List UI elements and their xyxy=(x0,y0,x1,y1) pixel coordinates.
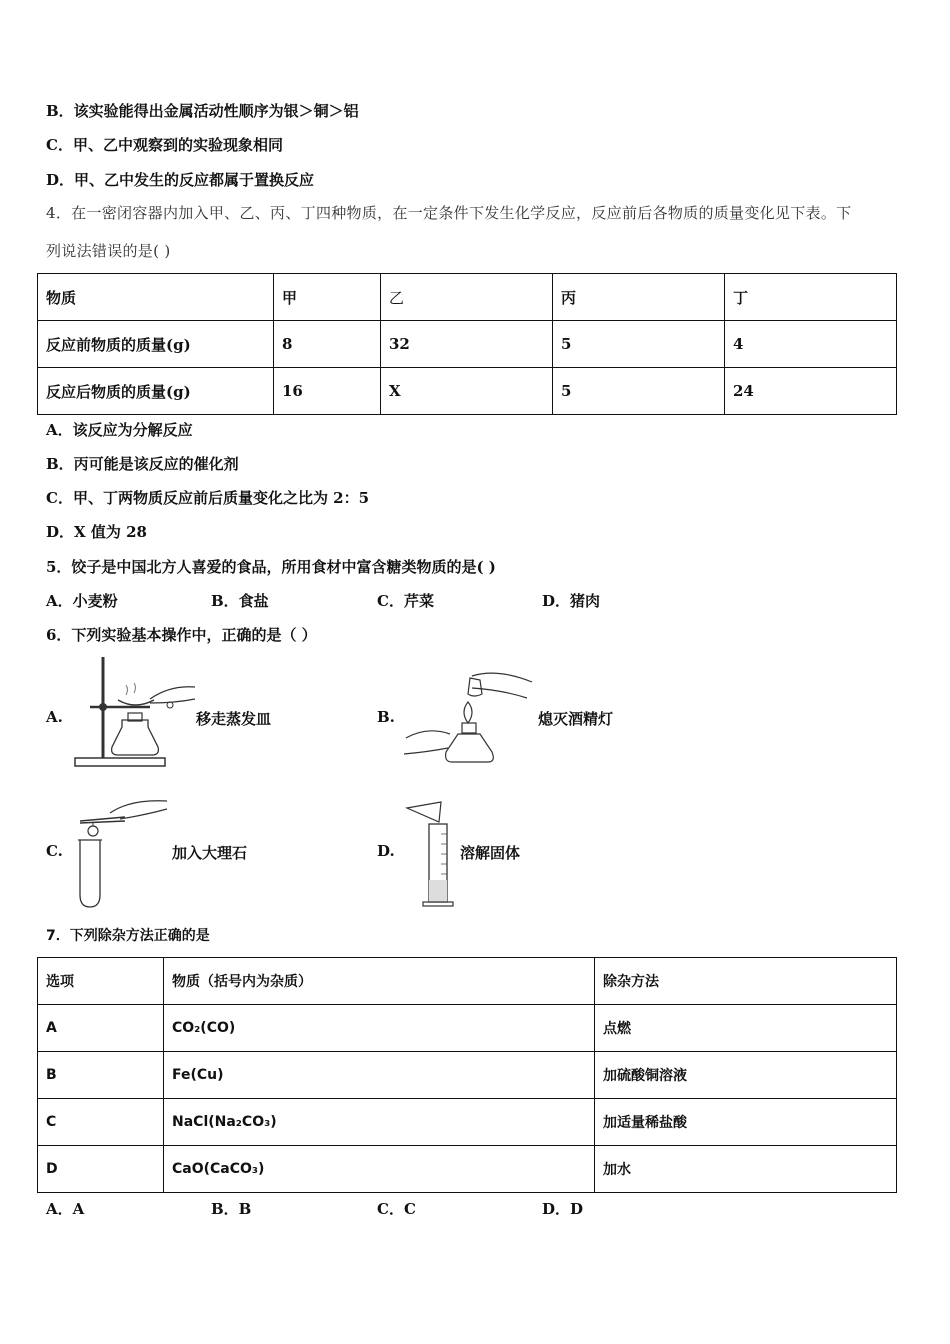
table-row xyxy=(38,321,897,368)
table-cell: 甲 xyxy=(274,274,381,321)
q5-option-c: C．芹菜 xyxy=(377,592,434,610)
q7-option-b: B．B xyxy=(211,1200,252,1218)
q7-option-d: D．D xyxy=(542,1200,584,1218)
q6-stem: 6．下列实验基本操作中，正确的是（ ） xyxy=(46,626,317,644)
table-cell: 物质（括号内为杂质） xyxy=(164,958,595,1005)
table-cell: X xyxy=(381,368,553,415)
table-cell: A xyxy=(38,1005,164,1052)
table-cell: 16 xyxy=(274,368,381,415)
table-cell: 加硫酸铜溶液 xyxy=(595,1052,897,1099)
table-cell: 除杂方法 xyxy=(595,958,897,1005)
table-cell: 加水 xyxy=(595,1146,897,1193)
q3-option-c: C．甲、乙中观察到的实验现象相同 xyxy=(46,136,283,154)
table-cell: 点燃 xyxy=(595,1005,897,1052)
table-row xyxy=(38,368,897,415)
table-cell: 丁 xyxy=(725,274,897,321)
table-cell: CaO(CaCO₃) xyxy=(164,1146,595,1193)
graduated-cylinder-funnel-figure xyxy=(405,800,460,908)
table-cell: 物质 xyxy=(38,274,274,321)
q5-option-a: A．小麦粉 xyxy=(46,592,118,610)
q5-option-b: B．食盐 xyxy=(211,592,269,610)
q4-mass-table xyxy=(37,273,897,415)
q4-stem-line2: 列说法错误的是( ) xyxy=(46,242,171,260)
table-cell: 选项 xyxy=(38,958,164,1005)
table-cell: NaCl(Na₂CO₃) xyxy=(164,1099,595,1146)
table-cell: 5 xyxy=(553,321,725,368)
q6-choice-c-caption: 加入大理石 xyxy=(172,844,248,862)
table-cell: D xyxy=(38,1146,164,1193)
table-cell: CO₂(CO) xyxy=(164,1005,595,1052)
q7-stem: 7．下列除杂方法正确的是 xyxy=(46,928,210,944)
q5-option-d: D．猪肉 xyxy=(542,592,601,610)
q3-option-d: D．甲、乙中发生的反应都属于置换反应 xyxy=(46,171,315,189)
q6-choice-c-letter: C. xyxy=(46,842,63,860)
evaporating-dish-ring-stand-figure xyxy=(70,655,200,770)
q6-choice-b-caption: 熄灭酒精灯 xyxy=(538,710,614,728)
table-cell: 反应前物质的质量(g) xyxy=(38,321,274,368)
q4-option-a: A．该反应为分解反应 xyxy=(46,421,193,439)
table-header-row xyxy=(38,274,897,321)
q4-stem-line1: 4．在一密闭容器内加入甲、乙、丙、丁四种物质，在一定条件下发生化学反应，反应前后各物质的质量变化见下表。下 xyxy=(46,204,852,222)
table-cell: 丙 xyxy=(553,274,725,321)
q6-choice-a-caption: 移走蒸发皿 xyxy=(196,710,272,728)
q5-stem: 5．饺子是中国北方人喜爱的食品，所用食材中富含糖类物质的是( ) xyxy=(46,558,496,576)
q6-choice-a-letter: A. xyxy=(46,708,63,726)
table-cell: B xyxy=(38,1052,164,1099)
q6-choice-d-caption: 溶解固体 xyxy=(460,844,521,862)
table-header-row xyxy=(38,958,897,1005)
table-cell: 5 xyxy=(553,368,725,415)
table-cell: Fe(Cu) xyxy=(164,1052,595,1099)
q4-option-b: B．丙可能是该反应的催化剂 xyxy=(46,455,239,473)
q4-option-d: D．X 值为 28 xyxy=(46,523,147,541)
table-cell: 反应后物质的质量(g) xyxy=(38,368,274,415)
q7-option-a: A．A xyxy=(46,1200,85,1218)
table-row xyxy=(38,1005,897,1052)
table-cell: 4 xyxy=(725,321,897,368)
table-cell: C xyxy=(38,1099,164,1146)
table-cell: 乙 xyxy=(381,274,553,321)
q6-choice-b-letter: B. xyxy=(377,708,395,726)
table-row xyxy=(38,1146,897,1193)
table-cell: 加适量稀盐酸 xyxy=(595,1099,897,1146)
q3-option-b: B．该实验能得出金属活动性顺序为银＞铜＞铝 xyxy=(46,102,359,120)
table-row xyxy=(38,1052,897,1099)
table-cell: 8 xyxy=(274,321,381,368)
q4-option-c: C．甲、丁两物质反应前后质量变化之比为 2：5 xyxy=(46,489,370,507)
table-cell: 32 xyxy=(381,321,553,368)
table-row xyxy=(38,1099,897,1146)
extinguishing-alcohol-lamp-figure xyxy=(402,668,537,770)
q7-purification-table xyxy=(37,957,897,1193)
q6-choice-d-letter: D. xyxy=(377,842,395,860)
adding-marble-test-tube-figure xyxy=(75,795,175,910)
q7-option-c: C．C xyxy=(377,1200,416,1218)
table-cell: 24 xyxy=(725,368,897,415)
